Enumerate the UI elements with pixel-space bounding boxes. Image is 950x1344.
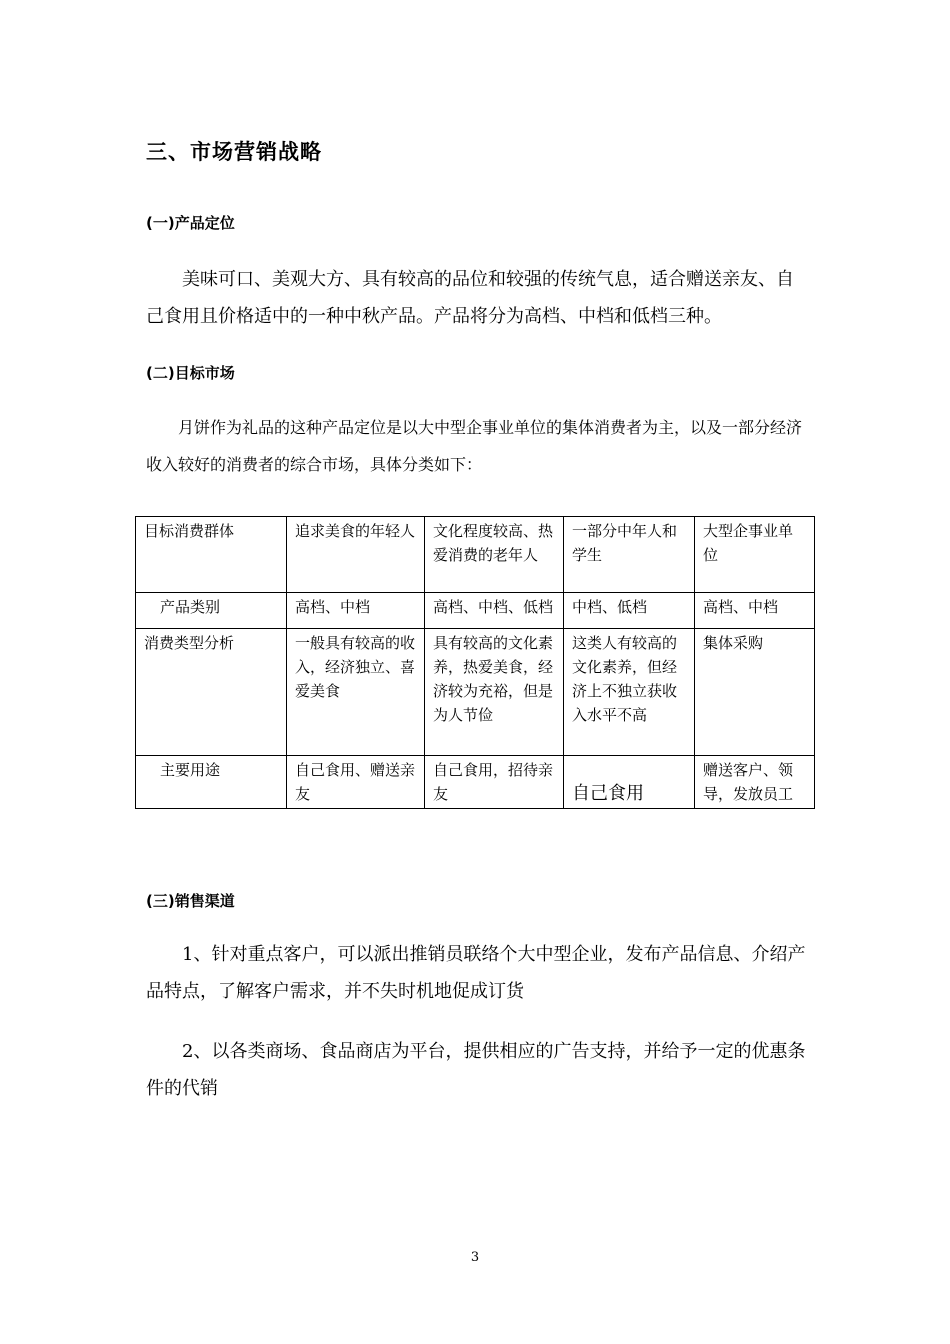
table-cell: 这类人有较高的文化素养，但经济上不独立获收入水平不高 <box>564 629 695 756</box>
table-row <box>136 593 815 629</box>
table-cell: 集体采购 <box>695 629 815 756</box>
sales-channel-item: 1、针对重点客户，可以派出推销员联络个大中型企业，发布产品信息、介绍产品特点，了解客户需求，并不失时机地促成订货 <box>146 944 806 1002</box>
table-cell: 主要用途 <box>136 756 287 809</box>
page-number: 3 <box>470 1250 480 1265</box>
table-row <box>136 629 815 756</box>
table-cell: 高档、中档 <box>695 593 815 629</box>
table-cell: 中档、低档 <box>564 593 695 629</box>
table-cell: 高档、中档、低档 <box>425 593 564 629</box>
table-cell: 自己食用，招待亲友 <box>425 756 564 809</box>
table-cell: 具有较高的文化素养，热爱美食，经济较为充裕，但是为人节俭 <box>425 629 564 756</box>
paragraph-product-positioning: 美味可口、美观大方、具有较高的品位和较强的传统气息，适合赠送亲友、自己食用且价格适中的一种中秋产品。产品将分为高档、中档和低档三种。 <box>146 269 794 327</box>
table-cell: 消费类型分析 <box>136 629 287 756</box>
table-cell: 赠送客户、领导，发放员工 <box>695 756 815 809</box>
table-cell: 一部分中年人和学生 <box>564 517 695 593</box>
sales-channel-item: 2、以各类商场、食品商店为平台，提供相应的广告支持，并给予一定的优惠条件的代销 <box>146 1041 806 1099</box>
table-cell: 自己食用 <box>564 756 695 809</box>
table-cell: 目标消费群体 <box>136 517 287 593</box>
table-cell: 文化程度较高、热爱消费的老年人 <box>425 517 564 593</box>
table-cell: 追求美食的年轻人 <box>287 517 425 593</box>
paragraph-target-market: 月饼作为礼品的这种产品定位是以大中型企事业单位的集体消费者为主，以及一部分经济收入较好的消费者的综合市场，具体分类如下： <box>146 418 803 474</box>
heading-product-positioning: (一)产品定位 <box>146 214 235 232</box>
table-cell: 自己食用、赠送亲友 <box>287 756 425 809</box>
table-cell: 产品类别 <box>136 593 287 629</box>
table-cell: 高档、中档 <box>287 593 425 629</box>
heading-target-market: (二)目标市场 <box>146 364 235 382</box>
table-cell: 大型企事业单位 <box>695 517 815 593</box>
table-cell: 一般具有较高的收入，经济独立、喜爱美食 <box>287 629 425 756</box>
table-row <box>136 517 815 593</box>
section-title: 三、市场营销战略 <box>146 140 322 164</box>
heading-sales-channels: (三)销售渠道 <box>146 892 235 910</box>
table-row <box>136 756 815 809</box>
target-market-table <box>135 516 815 809</box>
